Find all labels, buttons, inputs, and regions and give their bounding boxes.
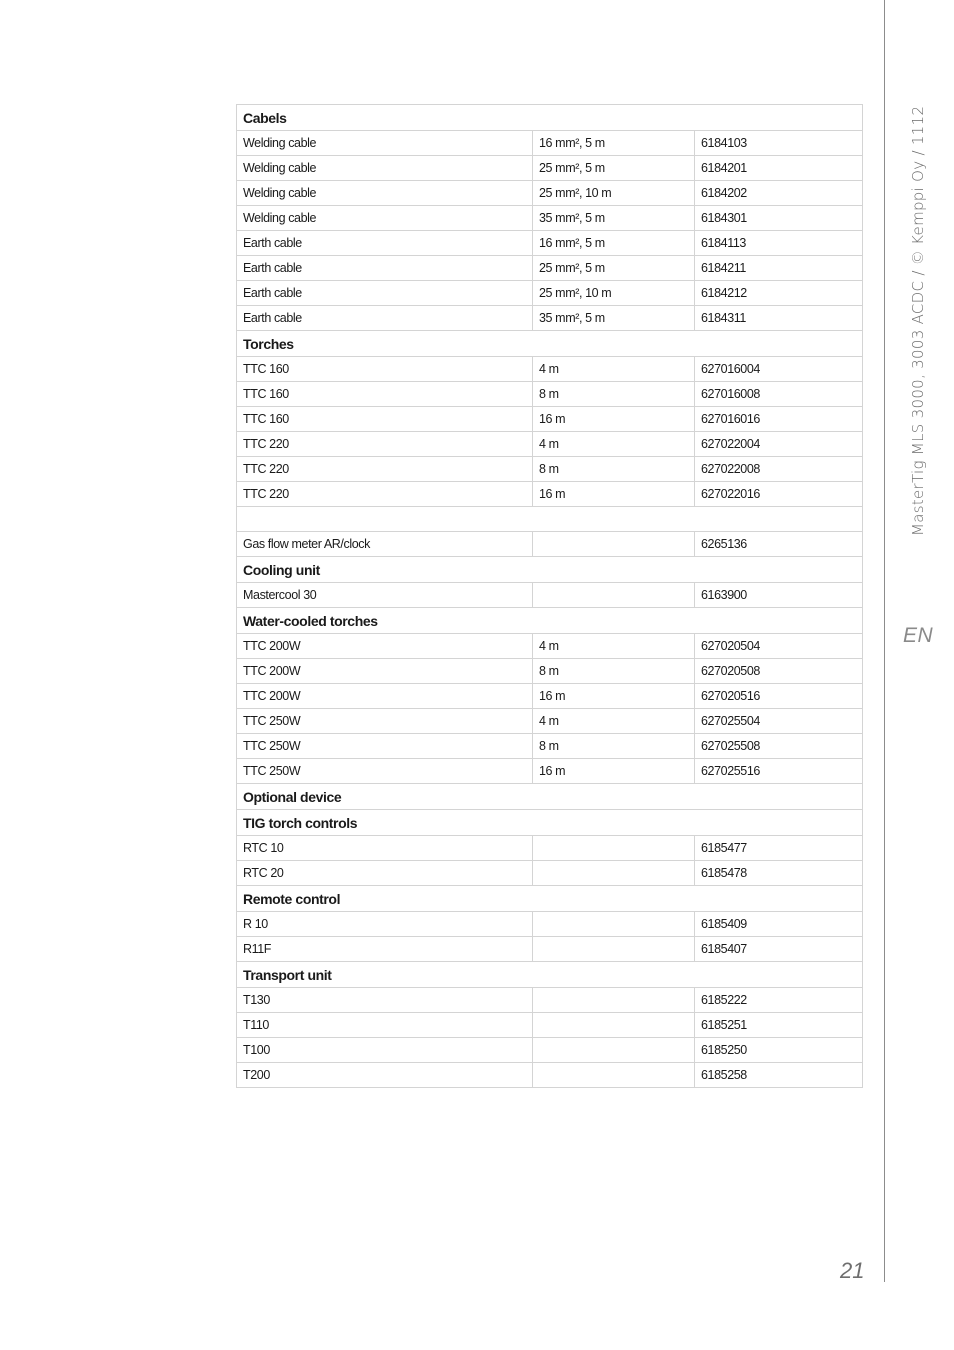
item-code-cell: 6163900 (695, 583, 863, 608)
section-title: Remote control (237, 886, 863, 912)
item-code-cell: 6185250 (695, 1038, 863, 1063)
item-spec-cell (533, 861, 695, 886)
item-name-cell: Welding cable (237, 156, 533, 181)
item-name-cell: TTC 250W (237, 759, 533, 784)
table-row (237, 709, 863, 734)
section-title: Water-cooled torches (237, 608, 863, 634)
margin-rule (884, 0, 885, 1282)
item-spec-cell: 16 m (533, 407, 695, 432)
table-row (237, 482, 863, 507)
section-header-row (237, 105, 863, 131)
section-title: Cabels (237, 105, 863, 131)
item-name-cell: Welding cable (237, 181, 533, 206)
item-name-cell: TTC 160 (237, 357, 533, 382)
table-row (237, 156, 863, 181)
section-header-row (237, 784, 863, 810)
item-code-cell: 6184311 (695, 306, 863, 331)
item-spec-cell: 25 mm², 5 m (533, 156, 695, 181)
section-title: Torches (237, 331, 863, 357)
item-name-cell: T200 (237, 1063, 533, 1088)
table-row (237, 532, 863, 557)
table-row (237, 1038, 863, 1063)
item-code-cell: 627022004 (695, 432, 863, 457)
item-code-cell: 6184202 (695, 181, 863, 206)
item-name-cell: Welding cable (237, 206, 533, 231)
empty-row (237, 507, 863, 532)
item-spec-cell (533, 1013, 695, 1038)
item-code-cell: 6265136 (695, 532, 863, 557)
item-name-cell: Earth cable (237, 281, 533, 306)
item-spec-cell: 4 m (533, 709, 695, 734)
item-spec-cell (533, 912, 695, 937)
table-row (237, 256, 863, 281)
item-code-cell: 6184212 (695, 281, 863, 306)
item-code-cell: 6185251 (695, 1013, 863, 1038)
table-row (237, 1013, 863, 1038)
item-code-cell: 6185477 (695, 836, 863, 861)
item-spec-cell: 16 m (533, 759, 695, 784)
item-code-cell: 6185222 (695, 988, 863, 1013)
section-header-row (237, 557, 863, 583)
item-spec-cell (533, 988, 695, 1013)
item-code-cell: 6185407 (695, 937, 863, 962)
item-spec-cell: 8 m (533, 457, 695, 482)
item-name-cell: T110 (237, 1013, 533, 1038)
item-code-cell: 627025504 (695, 709, 863, 734)
item-name-cell: Earth cable (237, 231, 533, 256)
item-code-cell: 627016016 (695, 407, 863, 432)
item-spec-cell: 8 m (533, 382, 695, 407)
table-row (237, 912, 863, 937)
table-row (237, 231, 863, 256)
section-header-row (237, 962, 863, 988)
section-header-row (237, 810, 863, 836)
item-code-cell: 6184301 (695, 206, 863, 231)
item-spec-cell: 4 m (533, 357, 695, 382)
item-name-cell: Mastercool 30 (237, 583, 533, 608)
item-code-cell: 627020516 (695, 684, 863, 709)
item-name-cell: TTC 160 (237, 382, 533, 407)
table-row (237, 861, 863, 886)
item-spec-cell: 16 m (533, 482, 695, 507)
table-row (237, 131, 863, 156)
empty-cell (237, 507, 863, 532)
item-name-cell: RTC 10 (237, 836, 533, 861)
table-row (237, 357, 863, 382)
language-label: EN (903, 624, 934, 647)
item-code-cell: 6184211 (695, 256, 863, 281)
item-code-cell: 627016008 (695, 382, 863, 407)
item-code-cell: 627016004 (695, 357, 863, 382)
item-spec-cell: 4 m (533, 432, 695, 457)
table-row (237, 306, 863, 331)
item-code-cell: 627022008 (695, 457, 863, 482)
item-spec-cell: 16 m (533, 684, 695, 709)
section-title: Optional device (237, 784, 863, 810)
section-header-row (237, 886, 863, 912)
item-code-cell: 6184113 (695, 231, 863, 256)
item-spec-cell (533, 583, 695, 608)
page-number: 21 (840, 1258, 865, 1283)
item-name-cell: R11F (237, 937, 533, 962)
item-name-cell: TTC 250W (237, 709, 533, 734)
item-code-cell: 627022016 (695, 482, 863, 507)
table-row (237, 206, 863, 231)
item-code-cell: 6185409 (695, 912, 863, 937)
item-name-cell: TTC 200W (237, 634, 533, 659)
item-name-cell: Earth cable (237, 256, 533, 281)
item-spec-cell: 25 mm², 10 m (533, 281, 695, 306)
item-spec-cell (533, 937, 695, 962)
table-row (237, 937, 863, 962)
parts-table-body (237, 105, 863, 1088)
table-row (237, 181, 863, 206)
item-name-cell: Earth cable (237, 306, 533, 331)
item-name-cell: TTC 200W (237, 659, 533, 684)
item-code-cell: 627020508 (695, 659, 863, 684)
table-row (237, 281, 863, 306)
item-spec-cell (533, 532, 695, 557)
item-name-cell: T100 (237, 1038, 533, 1063)
item-name-cell: TTC 250W (237, 734, 533, 759)
item-spec-cell (533, 1063, 695, 1088)
document-title-vertical: MasterTig MLS 3000, 3003 ACDC / © Kemppi Oy / 1112 (909, 105, 927, 536)
item-code-cell: 627020504 (695, 634, 863, 659)
item-name-cell: TTC 220 (237, 482, 533, 507)
item-name-cell: Welding cable (237, 131, 533, 156)
table-row (237, 457, 863, 482)
item-spec-cell: 25 mm², 5 m (533, 256, 695, 281)
item-spec-cell: 8 m (533, 734, 695, 759)
item-name-cell: Gas flow meter AR/clock (237, 532, 533, 557)
table-row (237, 684, 863, 709)
table-row (237, 659, 863, 684)
table-row (237, 432, 863, 457)
item-spec-cell (533, 1038, 695, 1063)
section-header-row (237, 608, 863, 634)
item-code-cell: 627025508 (695, 734, 863, 759)
section-header-row (237, 331, 863, 357)
item-spec-cell: 16 mm², 5 m (533, 131, 695, 156)
item-code-cell: 6184201 (695, 156, 863, 181)
table-row (237, 382, 863, 407)
item-spec-cell: 35 mm², 5 m (533, 306, 695, 331)
item-code-cell: 6185478 (695, 861, 863, 886)
item-spec-cell: 35 mm², 5 m (533, 206, 695, 231)
item-spec-cell: 4 m (533, 634, 695, 659)
item-name-cell: R 10 (237, 912, 533, 937)
table-row (237, 988, 863, 1013)
table-row (237, 407, 863, 432)
item-spec-cell: 16 mm², 5 m (533, 231, 695, 256)
item-code-cell: 6185258 (695, 1063, 863, 1088)
parts-table (236, 104, 863, 1088)
item-spec-cell (533, 836, 695, 861)
item-name-cell: TTC 200W (237, 684, 533, 709)
table-row (237, 1063, 863, 1088)
table-row (237, 583, 863, 608)
item-name-cell: TTC 220 (237, 432, 533, 457)
table-row (237, 734, 863, 759)
item-spec-cell: 8 m (533, 659, 695, 684)
item-spec-cell: 25 mm², 10 m (533, 181, 695, 206)
section-title: Transport unit (237, 962, 863, 988)
item-name-cell: T130 (237, 988, 533, 1013)
table-row (237, 836, 863, 861)
item-name-cell: RTC 20 (237, 861, 533, 886)
section-title: TIG torch controls (237, 810, 863, 836)
item-name-cell: TTC 220 (237, 457, 533, 482)
section-title: Cooling unit (237, 557, 863, 583)
item-code-cell: 6184103 (695, 131, 863, 156)
item-code-cell: 627025516 (695, 759, 863, 784)
table-row (237, 759, 863, 784)
table-row (237, 634, 863, 659)
item-name-cell: TTC 160 (237, 407, 533, 432)
